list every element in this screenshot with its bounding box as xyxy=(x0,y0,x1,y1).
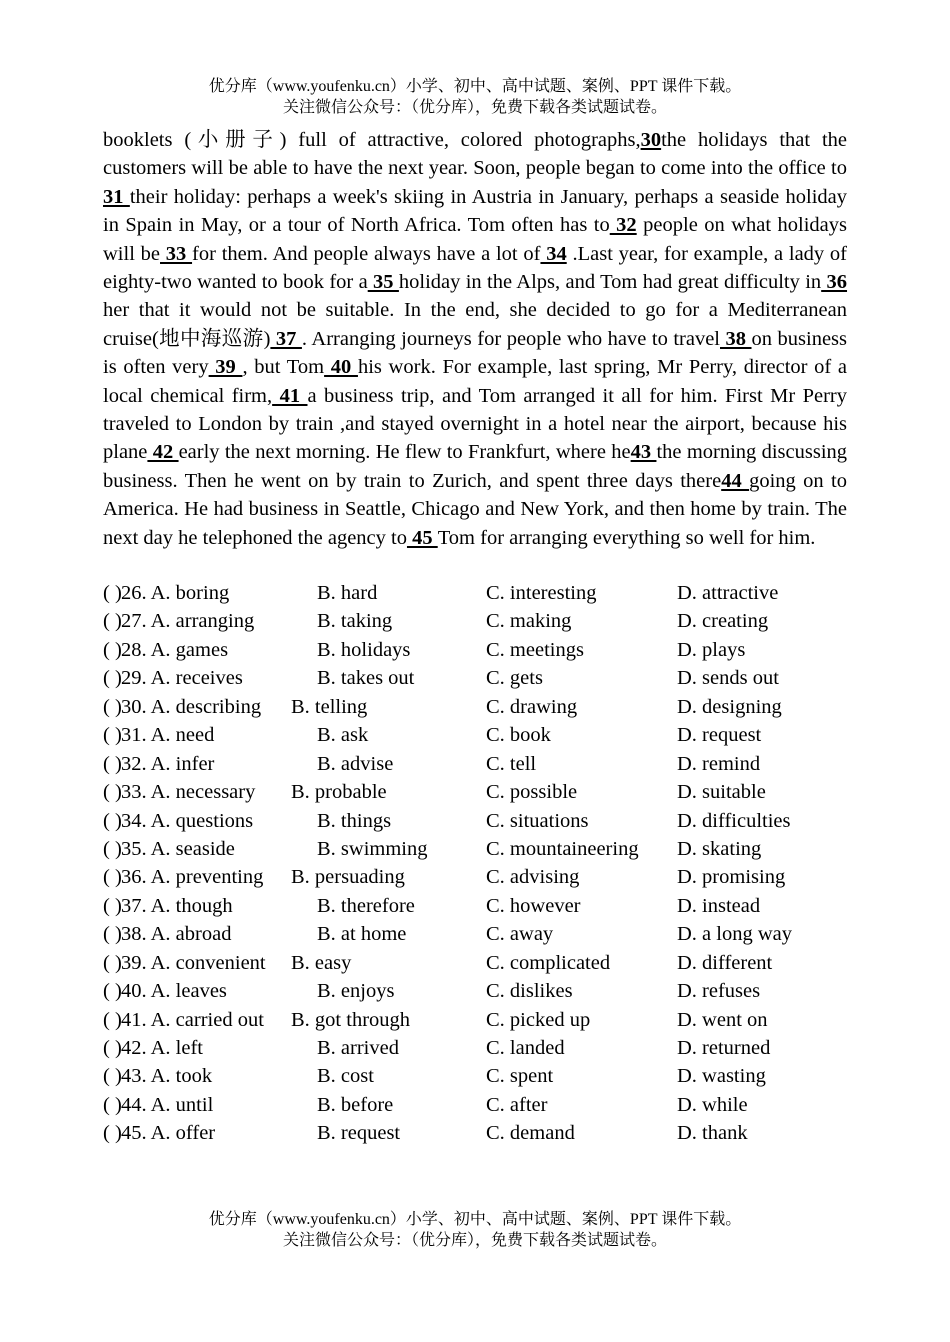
option-c: C. making xyxy=(486,610,572,633)
passage-text: .Last year, for example, a lady of eighty-two wanted to book for a xyxy=(103,242,848,294)
option-b: B. telling xyxy=(291,695,368,718)
option-c: C. however xyxy=(486,894,581,917)
answer-paren: ( ) xyxy=(103,1065,122,1088)
option-a: 42. A. left xyxy=(121,1037,203,1059)
passage-text: holiday in the Alps, and Tom had great difficulty in xyxy=(398,271,822,294)
blank-33: 33 xyxy=(160,242,193,265)
option-b: B. takes out xyxy=(317,667,415,690)
option-b: B. easy xyxy=(291,951,352,974)
option-b: B. before xyxy=(317,1093,394,1116)
answer-paren: ( ) xyxy=(103,582,122,604)
answer-paren: ( ) xyxy=(103,667,122,690)
option-a: 32. A. infer xyxy=(121,752,215,775)
blank-36: 36 xyxy=(821,271,848,294)
answer-paren: ( ) xyxy=(103,894,122,917)
passage-text: early the next morning. He flew to Frankfurt, where he xyxy=(178,441,631,464)
blank-31: 31 xyxy=(103,185,130,208)
blank-32: 32 xyxy=(609,214,637,237)
option-c: C. book xyxy=(486,724,551,747)
option-b: B. therefore xyxy=(317,894,415,917)
option-d: D. plays xyxy=(677,638,746,661)
option-c: C. tell xyxy=(486,752,537,775)
question-row xyxy=(103,835,847,863)
option-c: C. advising xyxy=(486,866,580,889)
option-a: 41. A. carried out xyxy=(121,1008,264,1031)
option-b: B. persuading xyxy=(291,866,405,889)
option-a: 27. A. arranging xyxy=(121,610,255,633)
blank-37: 37 xyxy=(270,327,302,350)
option-a: 26. A. boring xyxy=(121,582,230,604)
option-b: B. at home xyxy=(317,923,407,946)
question-row xyxy=(103,579,847,607)
answer-paren: ( ) xyxy=(103,923,122,946)
question-row xyxy=(103,949,847,977)
answer-paren: ( ) xyxy=(103,610,122,633)
option-b: B. taking xyxy=(317,610,393,633)
question-row xyxy=(103,892,847,920)
question-row xyxy=(103,977,847,1005)
option-d: D. different xyxy=(677,951,773,974)
passage-text: for them. And people always have a lot of xyxy=(192,242,541,265)
option-a: 29. A. receives xyxy=(121,667,243,690)
option-c: C. after xyxy=(486,1093,548,1116)
question-row xyxy=(103,920,847,948)
option-d: D. request xyxy=(677,724,762,747)
blank-35: 35 xyxy=(367,271,399,294)
passage-text: people on what holidays will be xyxy=(103,214,847,265)
cloze-passage xyxy=(103,126,847,552)
passage-text: . Arranging journeys for people who have to travel xyxy=(301,327,720,350)
option-d: D. skating xyxy=(677,837,762,860)
option-c: C. drawing xyxy=(486,695,578,718)
question-row xyxy=(103,721,847,749)
option-a: 39. A. convenient xyxy=(121,951,266,974)
passage-text: a business trip, and Tom arranged it all for him. First Mr Perry traveled to London by train ,and stayed overnight in a hotel near the airport, because his plane xyxy=(103,384,847,464)
option-c: C. gets xyxy=(486,667,543,690)
option-d: D. instead xyxy=(677,894,761,917)
header-line-1: 优分库（www.youfenku.cn）小学、初中、高中试题、案例、PPT 课件下载。 xyxy=(208,78,742,95)
option-c: C. possible xyxy=(486,781,578,804)
option-a: 28. A. games xyxy=(121,638,229,661)
option-a: 33. A. necessary xyxy=(121,781,256,804)
option-a: 31. A. need xyxy=(121,724,215,747)
option-c: C. complicated xyxy=(486,951,611,974)
answer-paren: ( ) xyxy=(103,1037,122,1059)
passage-text: the holidays that the customers will be able to have the next year. Soon, people began to come into the office to xyxy=(103,129,847,180)
option-b: B. hard xyxy=(317,582,378,604)
option-d: D. creating xyxy=(677,610,769,633)
option-c: C. mountaineering xyxy=(486,837,639,860)
option-c: C. situations xyxy=(486,809,589,832)
question-row xyxy=(103,693,847,721)
option-c: C. away xyxy=(486,923,554,946)
option-c: C. picked up xyxy=(486,1008,591,1031)
question-options xyxy=(103,579,847,1148)
option-a: 40. A. leaves xyxy=(121,980,227,1003)
answer-paren: ( ) xyxy=(103,1093,122,1116)
option-d: D. suitable xyxy=(677,781,766,804)
answer-paren: ( ) xyxy=(103,638,122,661)
option-a: 45. A. offer xyxy=(121,1122,216,1145)
answer-paren: ( ) xyxy=(103,866,122,889)
question-row xyxy=(103,1006,847,1034)
option-b: B. got through xyxy=(291,1008,411,1031)
question-row xyxy=(103,607,847,635)
option-a: 35. A. seaside xyxy=(121,837,235,860)
option-a: 43. A. took xyxy=(121,1065,213,1088)
blank-43: 43 xyxy=(630,441,657,464)
question-row xyxy=(103,664,847,692)
option-d: D. difficulties xyxy=(677,809,791,832)
passage-text: her that it would not be suitable. In the end, she decided to go for a Mediterranean cruise(地中海巡游) xyxy=(103,299,847,350)
option-d: D. designing xyxy=(677,695,782,718)
option-c: C. demand xyxy=(486,1122,575,1145)
answer-paren: ( ) xyxy=(103,695,122,718)
blank-38: 38 xyxy=(720,327,752,350)
answer-paren: ( ) xyxy=(103,980,122,1003)
option-b: B. things xyxy=(317,809,392,832)
option-a: 38. A. abroad xyxy=(121,923,232,946)
page-footer xyxy=(0,1209,950,1251)
question-row xyxy=(103,636,847,664)
option-b: B. ask xyxy=(317,724,369,747)
passage-text: going on to America. He had business in Seattle, Chicago and New York, and then home by train. The next day he telephoned the agency to xyxy=(103,469,847,549)
option-b: B. enjoys xyxy=(317,980,395,1003)
question-row xyxy=(103,1034,847,1062)
footer-line-2: 关注微信公众号：（优分库），免费下载各类试题试卷。 xyxy=(282,1232,667,1249)
blank-44: 44 xyxy=(721,469,750,492)
option-d: D. sends out xyxy=(677,667,779,690)
option-a: 36. A. preventing xyxy=(121,866,264,889)
blank-40: 40 xyxy=(324,356,358,379)
option-c: C. dislikes xyxy=(486,980,573,1003)
blank-34: 34 xyxy=(540,242,567,265)
blank-41: 41 xyxy=(272,384,308,407)
answer-paren: ( ) xyxy=(103,1008,122,1031)
answer-paren: ( ) xyxy=(103,724,122,747)
option-d: D. thank xyxy=(677,1122,748,1145)
question-row xyxy=(103,778,847,806)
answer-paren: ( ) xyxy=(103,781,122,804)
option-d: D. went on xyxy=(677,1008,768,1031)
option-a: 30. A. describing xyxy=(121,695,262,718)
option-b: B. swimming xyxy=(317,837,428,860)
passage-text: his work. For example, last spring, Mr Perry, director of a local chemical firm, xyxy=(103,356,848,407)
option-d: D. while xyxy=(677,1093,748,1116)
blank-45: 45 xyxy=(406,526,438,549)
option-d: D. returned xyxy=(677,1037,771,1059)
question-row xyxy=(103,863,847,891)
passage-text: booklets (小册子) full of attractive, colored photographs, xyxy=(103,129,641,151)
option-b: B. cost xyxy=(317,1065,374,1088)
passage-text: , but Tom xyxy=(242,356,325,379)
answer-paren: ( ) xyxy=(103,752,122,775)
option-c: C. landed xyxy=(486,1037,565,1059)
question-row xyxy=(103,1091,847,1119)
answer-paren: ( ) xyxy=(103,809,122,832)
option-b: B. request xyxy=(317,1122,401,1145)
option-b: B. holidays xyxy=(317,638,411,661)
question-row xyxy=(103,1062,847,1090)
passage-text: Tom for arranging everything so well for him. xyxy=(437,526,816,549)
blank-39: 39 xyxy=(208,356,243,379)
option-b: B. arrived xyxy=(317,1037,399,1059)
option-a: 37. A. though xyxy=(121,894,233,917)
footer-line-1: 优分库（www.youfenku.cn）小学、初中、高中试题、案例、PPT 课件下载。 xyxy=(208,1211,742,1228)
answer-paren: ( ) xyxy=(103,1122,122,1145)
header-line-2: 关注微信公众号：（优分库），免费下载各类试题试卷。 xyxy=(282,99,667,116)
option-d: D. attractive xyxy=(677,582,779,604)
option-d: D. remind xyxy=(677,752,761,775)
option-d: D. refuses xyxy=(677,980,761,1003)
option-a: 44. A. until xyxy=(121,1093,214,1116)
passage-text: on business is often very xyxy=(103,327,848,379)
passage-text: the morning discussing business. Then he went on by train to Zurich, and spent three days there xyxy=(103,441,848,492)
question-row xyxy=(103,750,847,778)
passage-text: their holiday: perhaps a week's skiing in Austria in January, perhaps a seaside holiday in Spain in May, or a tour of North Africa. Tom often has to xyxy=(103,185,848,237)
blank-42: 42 xyxy=(147,441,179,464)
question-row xyxy=(103,1119,847,1147)
option-a: 34. A. questions xyxy=(121,809,254,832)
option-c: C. interesting xyxy=(486,582,597,604)
option-b: B. probable xyxy=(291,781,387,804)
question-row xyxy=(103,807,847,835)
option-c: C. meetings xyxy=(486,638,584,661)
blank-30: 30 xyxy=(640,129,662,151)
option-b: B. advise xyxy=(317,752,394,775)
option-d: D. promising xyxy=(677,866,786,889)
option-d: D. wasting xyxy=(677,1065,766,1088)
option-c: C. spent xyxy=(486,1065,554,1088)
page-header xyxy=(0,76,950,118)
answer-paren: ( ) xyxy=(103,951,122,974)
answer-paren: ( ) xyxy=(103,837,122,860)
option-d: D. a long way xyxy=(677,923,793,946)
